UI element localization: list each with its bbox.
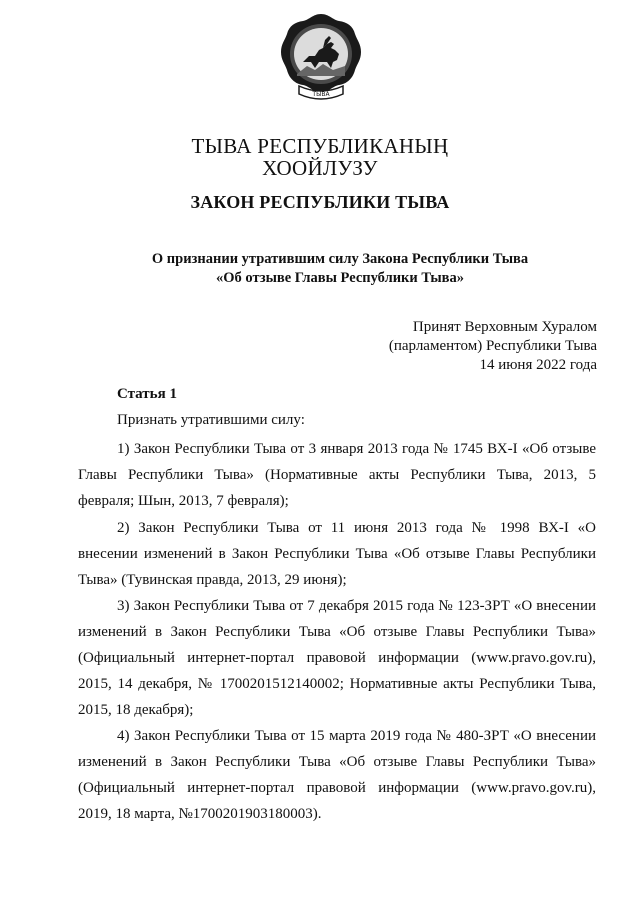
emblem-icon bbox=[279, 12, 363, 104]
item-4-line-4: 2019, 18 марта, №1700201903180003). bbox=[78, 806, 322, 822]
coat-of-arms-emblem bbox=[279, 12, 363, 104]
adoption-line2: (парламентом) Республики Тыва bbox=[388, 338, 597, 354]
item-4-line-1: 4) Закон Республики Тыва от 15 марта 2019 года № 480-ЗРТ «О внесении bbox=[117, 728, 596, 744]
item-1-line-3: февраля; Шын, 2013, 7 февраля); bbox=[78, 493, 289, 509]
item-3-line-5: 2015, 18 декабря); bbox=[78, 702, 194, 718]
header-tuvan-line1: ТЫВА РЕСПУБЛИКАНЫҢ bbox=[191, 134, 449, 158]
item-3-line-4: 2015, 14 декабря, № 1700201512140002; Нормативные акты Республики Тыва, bbox=[78, 676, 596, 692]
header-tuvan-line2: ХООЙЛУЗУ bbox=[262, 156, 378, 180]
item-1-line-2: Главы Республики Тыва» (Нормативные акты Республики Тыва, 2013, 5 bbox=[78, 467, 596, 483]
article-heading: Статья 1 bbox=[117, 386, 177, 402]
svg-text:ТЫВА: ТЫВА bbox=[312, 91, 330, 98]
adoption-date: 14 июня 2022 года bbox=[479, 357, 597, 373]
item-2-line-1: 2) Закон Республики Тыва от 11 июня 2013 года № 1998 ВХ-I «О bbox=[117, 520, 596, 536]
adoption-line1: Принят Верховным Хуралом bbox=[412, 319, 597, 335]
item-3-line-1: 3) Закон Республики Тыва от 7 декабря 2015 года № 123-ЗРТ «О внесении bbox=[117, 598, 596, 614]
item-3-line-2: изменений в Закон Республики Тыва «Об отзыве Главы Республики Тыва» bbox=[78, 624, 596, 640]
law-subtitle-line2: «Об отзыве Главы Республики Тыва» bbox=[216, 270, 464, 286]
item-4-line-2: изменений в Закон Республики Тыва «Об отзыве Главы Республики Тыва» bbox=[78, 754, 596, 770]
item-1-line-1: 1) Закон Республики Тыва от 3 января 2013 года № 1745 ВХ-I «Об отзыве bbox=[117, 441, 596, 457]
law-subtitle-line1: О признании утратившим силу Закона Республики Тыва bbox=[151, 251, 529, 267]
law-title: ЗАКОН РЕСПУБЛИКИ ТЫВА bbox=[190, 192, 450, 212]
item-4-line-3: (Официальный интернет-портал правовой информации (www.pravo.gov.ru), bbox=[78, 780, 596, 796]
item-2-line-2: внесении изменений в Закон Республики Тыва «Об отзыве Главы Республики bbox=[78, 546, 596, 562]
article-intro: Признать утратившими силу: bbox=[117, 412, 305, 428]
item-2-line-3: Тыва» (Тувинская правда, 2013, 29 июня); bbox=[78, 572, 347, 588]
item-3-line-3: (Официальный интернет-портал правовой информации (www.pravo.gov.ru), bbox=[78, 650, 596, 666]
